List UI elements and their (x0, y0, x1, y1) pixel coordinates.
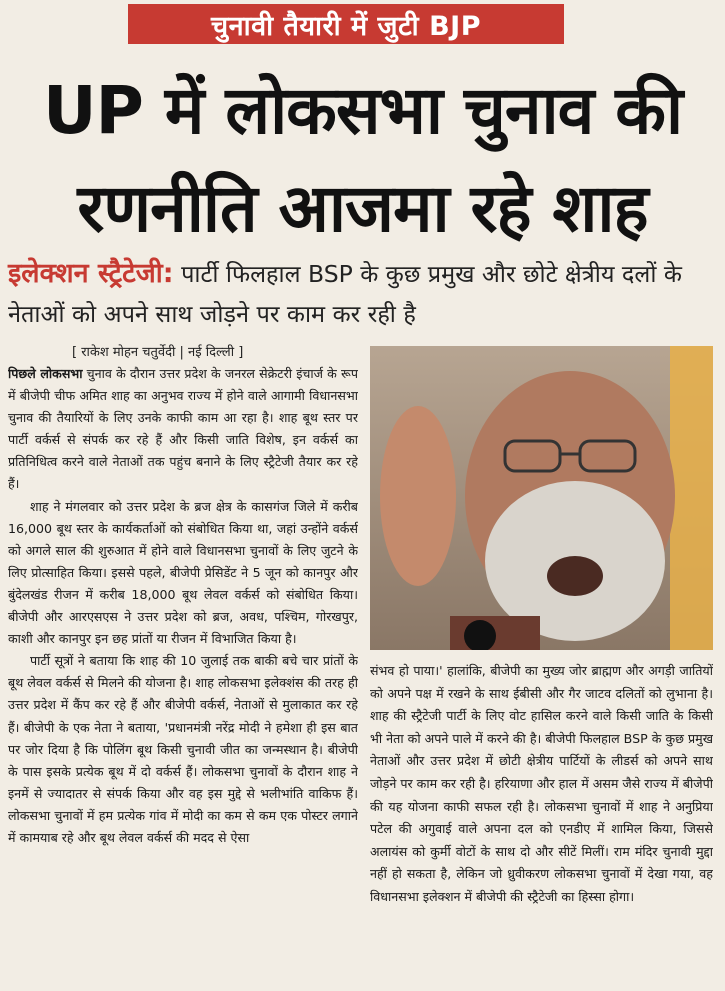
deck (8, 254, 720, 334)
lead-in: पिछले लोकसभा (8, 366, 83, 381)
deck-text: पार्टी फिलहाल BSP के कुछ प्रमुख और छोटे क्षेत्रीय दलों के नेताओं को अपने साथ जोड़ने पर काम कर रही है (8, 260, 682, 328)
kicker-text: चुनावी तैयारी में जुटी BJP (210, 10, 481, 42)
article-column-1 (8, 363, 358, 985)
paragraph: संभव हो पाया।' हालांकि, बीजेपी का मुख्य जोर ब्राह्मण और अगड़ी जातियों को अपने पक्ष में रखने के साथ ईबीसी और गैर जाटव दलितों को लुभाना है। शाह की स्ट्रैटेजी पार्टी के लिए वोट हासिल करने वाले किसी जाति के किसी भी नेता को अपने पाले में करने की है। बीजेपी फिलहाल BSP के कुछ प्रमुख नेताओं और उत्तर प्रदेश में छोटी क्षेत्रीय पार्टियों के लीडर्स को अपने साथ जोड़ने पर काम कर रही है। हरियाणा और हाल में असम जैसे राज्य में बीजेपी की यह योजना काफी सफल रही है। लोकसभा चुनावों में शाह ने अनुप्रिया पटेल की अगुवाई वाले अपना दल को एनडीए में शामिल किया, जिससे अलायंस को कुर्मी वोटों के साथ दो और सीटें मिलीं। राम मंदिर चुनावी मुद्दा नहीं हो सकता है, लेकिन जो ध्रुवीकरण लोकसभा चुनावों में देखा गया, वह विधानसभा इलेक्शन में बीजेपी की स्ट्रैटेजी का हिस्सा होगा। (370, 663, 713, 904)
paragraph: पार्टी सूत्रों ने बताया कि शाह की 10 जुलाई तक बाकी बचे चार प्रांतों के बूथ लेवल वर्कर्स से मिलने की योजना है। शाह लोकसभा इलेक्शंस की तरह ही उत्तर प्रदेश में कैंप कर रहे हैं और बीजेपी वर्कर्स, नेताओं से मुलाकात कर रहे हैं। बीजेपी के एक नेता ने बताया, 'प्रधानमंत्री नरेंद्र मोदी ने हमेशा ही इस बात पर जोर दिया है कि पोलिंग बूथ किसी चुनावी जीत का जन्मस्थान है। बीजेपी के पास इसके प्रत्येक बूथ में दो वर्कर्स हैं। लोकसभा चुनावों के दौरान शाह ने इनमें से ज्यादातर से संपर्क किया और वह इस मुद्दे से भलीभांति वाकिफ हैं। लोकसभा चुनावों में हम प्रत्येक गांव में मोदी का कम से कम एक पोस्टर लगाने में कामयाब रहे और बूथ लेवल वर्कर्स की मदद से ऐसा (8, 653, 358, 845)
article-photo (370, 346, 713, 650)
headline (6, 62, 719, 258)
paragraph: शाह ने मंगलवार को उत्तर प्रदेश के ब्रज क्षेत्र के कासगंज जिले में करीब 16,000 बूथ स्तर के कार्यकर्ताओं को संबोधित किया था, जहां उन्होंने वर्कर्स को अगले साल की शुरुआत में होने वाले विधानसभा चुनावों के लिए जुटने के लिए प्रोत्साहित किया। इससे पहले, बीजेपी प्रेसिडेंट ने 5 जून को कानपुर और बुंदेलखंड रीजन में करीब 18,000 बूथ लेवल वर्कर्स को संबोधित किया। बीजेपी और आरएसएस ने उत्तर प्रदेश को ब्रज, अवध, पश्चिम, गोरखपुर, काशी और कानपुर इन छह प्रांतों या रीजन में विभाजित किया है। (8, 498, 358, 647)
byline: [ राकेश मोहन चतुर्वेदी | नई दिल्ली ] (72, 345, 244, 360)
article-column-2 (370, 660, 713, 985)
portrait-image (370, 346, 713, 650)
headline-line-1: UP में लोकसभा चुनाव की (42, 72, 683, 149)
kicker-banner (128, 4, 564, 44)
headline-line-2: रणनीति आजमा रहे शाह (77, 170, 648, 247)
deck-label: इलेक्शन स्ट्रैटेजी: (8, 258, 174, 289)
paragraph: पिछले लोकसभा चुनाव के दौरान उत्तर प्रदेश के जनरल सेक्रेटरी इंचार्ज के रूप में बीजेपी चीफ अमित शाह का अनुभव राज्य में होने वाले आगामी विधानसभा चुनाव की तैयारियों के लिए उनके काफी काम आ रहा है। शाह बूथ स्तर पर पार्टी वर्कर्स से संपर्क कर रहे हैं और किसी जाति विशेष, इन वर्कर्स का प्रतिनिधित्व करने वाले नेताओं तक पहुंच बनाने के लिए स्ट्रैटेजी तैयार कर रहे हैं। (8, 366, 358, 492)
